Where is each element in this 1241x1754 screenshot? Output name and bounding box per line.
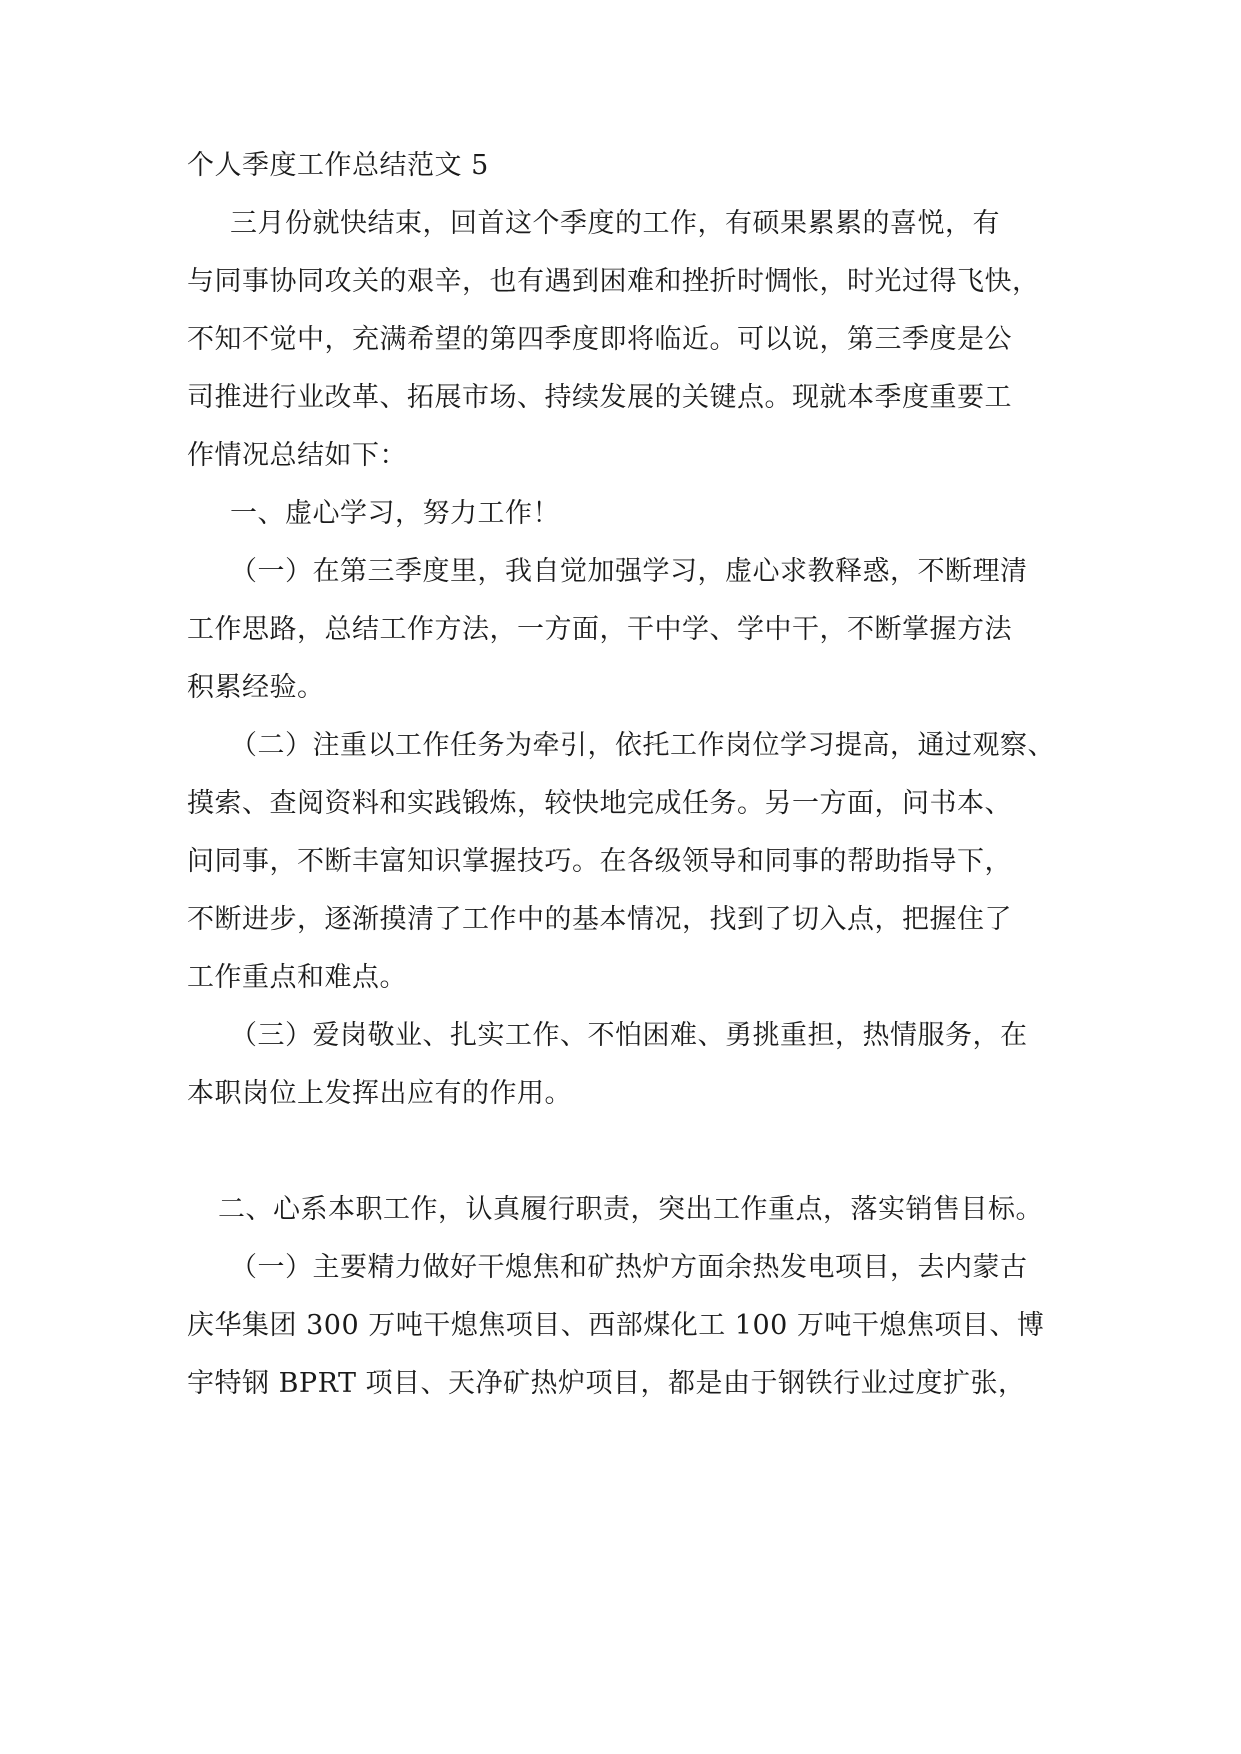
paragraph-line: 庆华集团 300 万吨干熄焦项目、西部煤化工 100 万吨干熄焦项目、博 xyxy=(187,1310,1045,1341)
paragraph-line: （二）注重以工作任务为牵引，依托工作岗位学习提高，通过观察、 xyxy=(230,730,1055,761)
paragraph-line: 不断进步，逐渐摸清了工作中的基本情况，找到了切入点，把握住了 xyxy=(187,904,1012,935)
paragraph-line: 三月份就快结束，回首这个季度的工作，有硕果累累的喜悦，有 xyxy=(230,208,1000,239)
paragraph-line: 摸索、查阅资料和实践锻炼，较快地完成任务。另一方面，问书本、 xyxy=(187,788,1012,819)
paragraph-line: 宇特钢 BPRT 项目、天净矿热炉项目，都是由于钢铁行业过度扩张， xyxy=(187,1368,1026,1399)
paragraph-line: 本职岗位上发挥出应有的作用。 xyxy=(187,1078,572,1109)
paragraph-line: 积累经验。 xyxy=(187,672,325,703)
paragraph-line: （一）在第三季度里，我自觉加强学习，虚心求教释惑，不断理清 xyxy=(230,556,1028,587)
paragraph-line: 与同事协同攻关的艰辛，也有遇到困难和挫折时惆怅，时光过得飞快， xyxy=(187,266,1040,297)
paragraph-line: 作情况总结如下： xyxy=(187,440,407,471)
paragraph-line: （三）爱岗敬业、扎实工作、不怕困难、勇挑重担，热情服务，在 xyxy=(230,1020,1028,1051)
paragraph-line: 问同事，不断丰富知识掌握技巧。在各级领导和同事的帮助指导下， xyxy=(187,846,1012,877)
document-title: 个人季度工作总结范文 5 xyxy=(187,150,489,181)
paragraph-line: 工作重点和难点。 xyxy=(187,962,407,993)
paragraph-line: （一）主要精力做好干熄焦和矿热炉方面余热发电项目，去内蒙古 xyxy=(230,1252,1028,1283)
paragraph-line: 工作思路，总结工作方法，一方面，干中学、学中干，不断掌握方法 xyxy=(187,614,1012,645)
section-heading: 一、虚心学习，努力工作！ xyxy=(230,498,560,529)
section-heading: 二、心系本职工作，认真履行职责，突出工作重点，落实销售目标。 xyxy=(218,1194,1043,1225)
paragraph-line: 不知不觉中，充满希望的第四季度即将临近。可以说，第三季度是公 xyxy=(187,324,1012,355)
paragraph-line: 司推进行业改革、拓展市场、持续发展的关键点。现就本季度重要工 xyxy=(187,382,1012,413)
